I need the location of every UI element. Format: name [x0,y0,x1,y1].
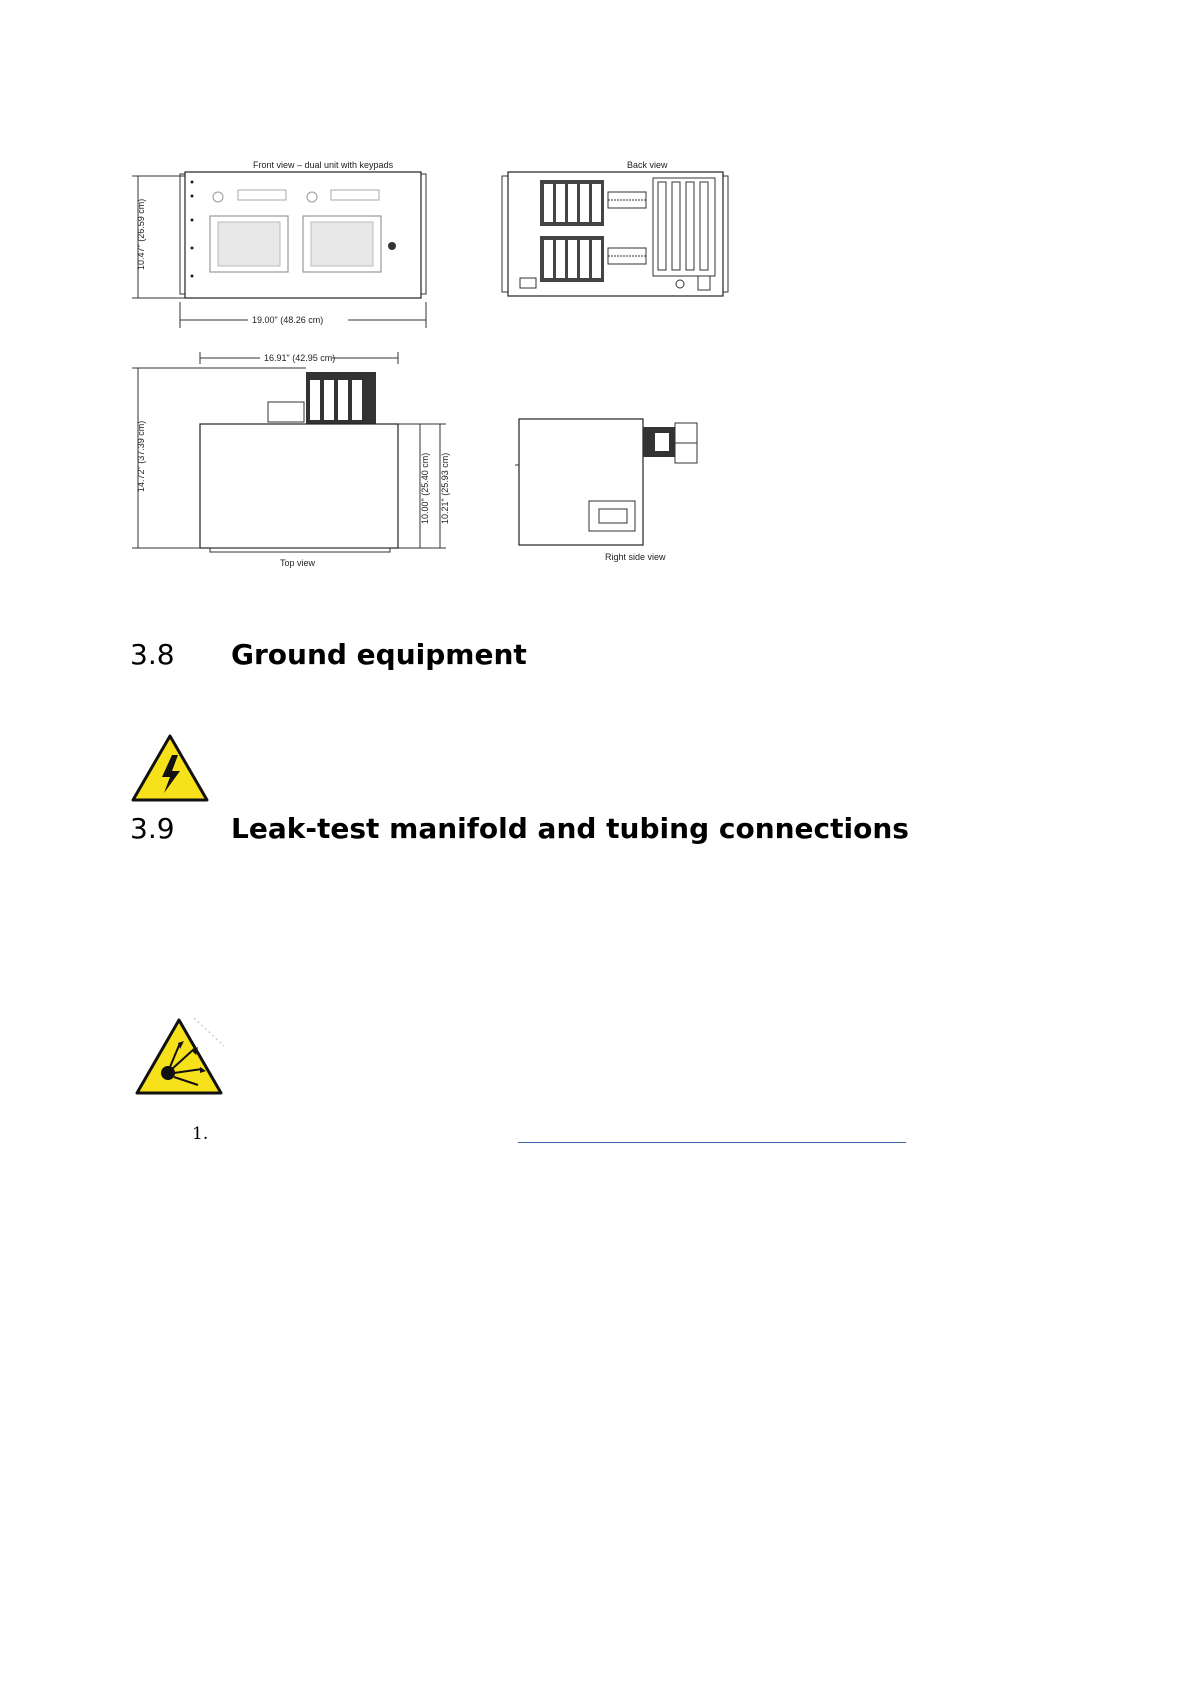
top-view-title: Top view [280,558,316,568]
section-title-leak-test: Leak-test manifold and tubing connections [231,812,909,845]
section-number-3-8: 3.8 [130,638,175,671]
top-view-drawing [130,350,460,570]
top-width-dimension: 16.91" (42.95 cm) [264,353,336,363]
front-height-dimension: 10.47" (26.59 cm) [136,198,146,270]
front-width-dimension: 19.00" (48.26 cm) [252,315,324,325]
back-view-title: Back view [627,160,668,170]
section-title-ground-equipment: Ground equipment [231,638,527,671]
list-item-number-1: 1. [192,1124,209,1144]
section-number-3-9: 3.9 [130,812,175,845]
decorative-corner-mark [190,1016,226,1056]
front-view-title: Front view – dual unit with keypads [253,160,394,170]
top-depth-dimension: 14.72" (37.39 cm) [136,420,146,492]
front-view-drawing [130,170,460,330]
right-side-view-drawing [515,415,715,555]
dimension-drawing-figure [130,150,770,620]
right-side-view-title: Right side view [605,552,666,562]
hyperlink-underline[interactable] [518,1142,906,1143]
top-body-dimension: 10.00" (25.40 cm) [420,452,430,524]
electric-hazard-icon [130,733,210,803]
top-body-dimension-2: 10.21" (25.93 cm) [440,452,450,524]
back-view-drawing [500,170,740,300]
